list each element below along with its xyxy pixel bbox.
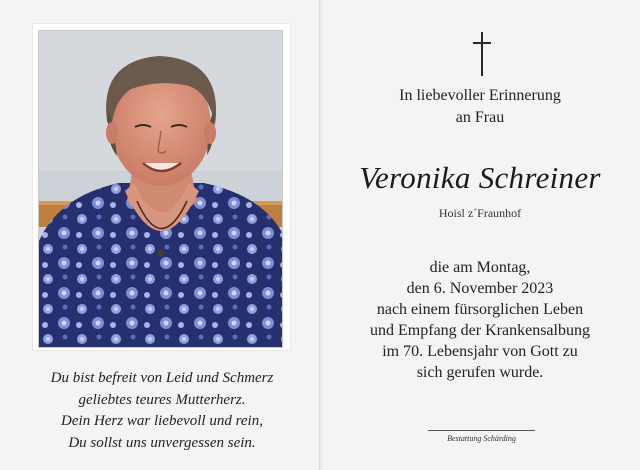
- death-line: den 6. November 2023: [406, 280, 554, 297]
- undertaker-divider: [428, 430, 535, 431]
- fold-shadow: [320, 0, 324, 470]
- portrait-photo: [38, 30, 283, 348]
- poem-line: Du sollst uns unvergessen sein.: [68, 434, 256, 451]
- death-line: die am Montag,: [429, 259, 531, 276]
- death-line: sich gerufen wurde.: [416, 364, 544, 381]
- death-notice: [340, 257, 620, 383]
- intro-text: [350, 85, 610, 129]
- poem-line: geliebtes teures Mutterherz.: [78, 391, 246, 408]
- cross-icon: [473, 32, 491, 76]
- poem-line: Dein Herz war liebevoll und rein,: [61, 413, 263, 429]
- intro-line: In liebevoller Erinnerung: [399, 87, 561, 104]
- poem-line: Du bist befreit von Leid und Schmerz: [50, 370, 274, 386]
- death-line: und Empfang der Krankensalbung: [370, 322, 590, 339]
- photo-image: [39, 31, 282, 347]
- death-line: nach einem fürsorglichen Leben: [376, 301, 584, 318]
- deceased-name: Veronika Schreiner: [359, 160, 601, 195]
- poem: [20, 368, 304, 454]
- portrait-illustration: [39, 31, 282, 347]
- house-name: Hoisl z´Fraunhof: [438, 206, 522, 220]
- death-line: im 70. Lebensjahr von Gott zu: [382, 343, 578, 360]
- undertaker-name: Bestattung Schärding: [447, 434, 516, 443]
- intro-line: an Frau: [455, 109, 505, 126]
